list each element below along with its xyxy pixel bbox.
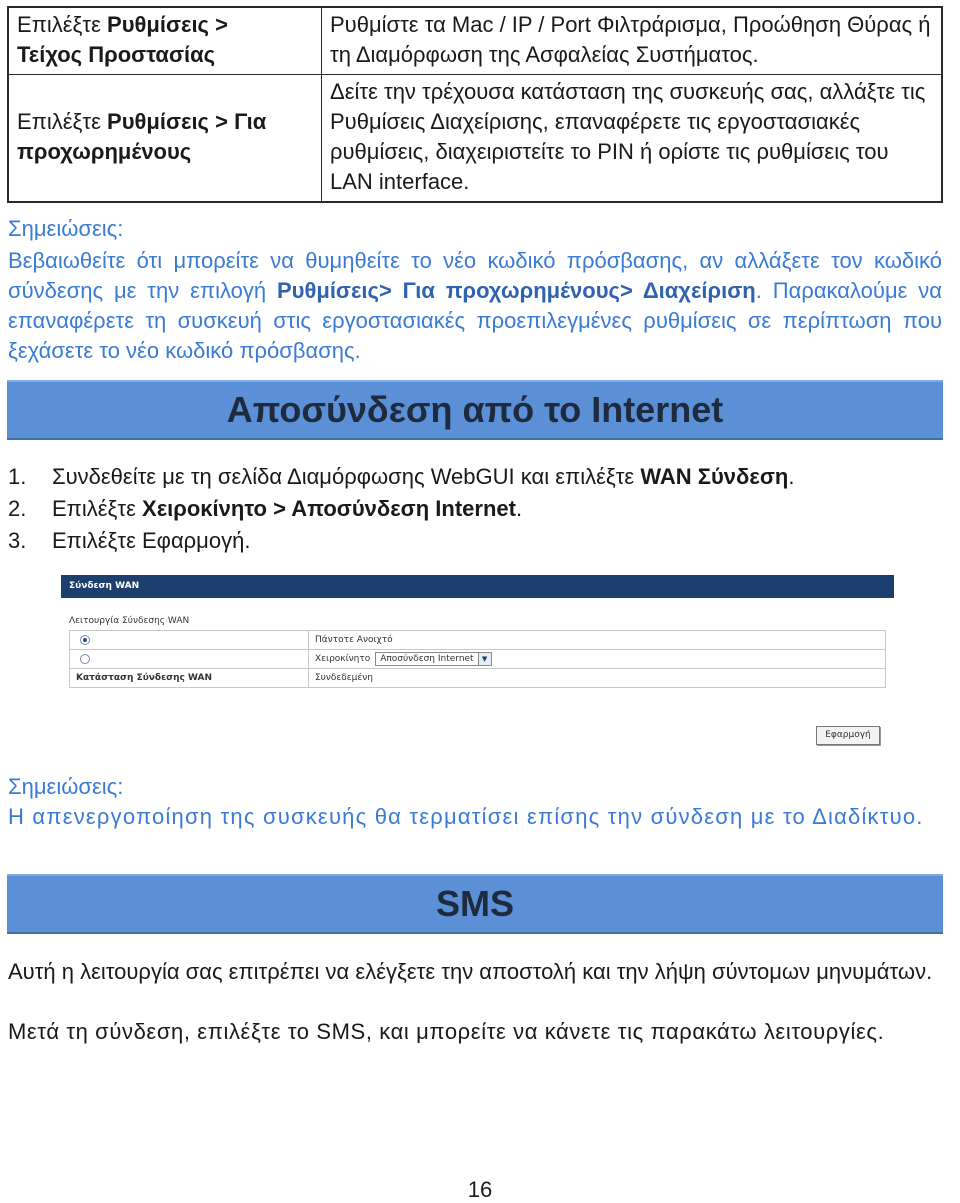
list-item [8,525,938,557]
dropdown-arrow-icon: ▼ [478,653,491,665]
label-bold: προχωρημένους [17,139,192,164]
option-always-on: Πάντοτε Ανοιχτό [309,631,886,650]
table-cell-desc: Ρυθμίστε τα Mac / IP / Port Φιλτράρισμα, Προώθηση Θύρας ή τη Διαμόρφωση της Ασφαλείας Συστήματος. [322,7,943,75]
section-banner: Αποσύνδεση από το Internet [7,380,943,440]
manual-select-value: Αποσύνδεση Internet [380,654,474,664]
wan-panel-header: Σύνδεση WAN [61,575,894,598]
label-bold: Τείχος Προστασίας [17,42,216,67]
step-text: . [788,464,795,489]
apply-button[interactable]: Εφαρμογή [816,726,880,745]
wan-connection-panel [61,575,894,750]
wan-mode-label: Λειτουργία Σύνδεσης WAN [69,616,190,626]
label-prefix: Επιλέξτε [17,109,108,134]
option-manual-label: Χειροκίνητο [315,654,371,664]
page-number: 16 [467,1177,493,1202]
wan-options-table [69,630,886,688]
step-text: . [515,496,523,521]
table-row [70,650,886,669]
step-text: Επιλέξτε [52,496,143,521]
step-text: Συνδεθείτε με τη σελίδα Διαμόρφωσης WebGUI και επιλέξτε [52,464,641,489]
note-bold-path: Ρυθμίσεις> Για προχωρημένους> Διαχείριση [276,278,756,303]
sms-description: Αυτή η λειτουργία σας επιτρέπει να ελέγξετε την αποστολή και την λήψη σύντομων μηνυμάτων. [8,959,933,984]
settings-table [7,6,943,203]
step-bold: Χειροκίνητο > Αποσύνδεση Internet [142,496,516,521]
table-cell-desc: Δείτε την τρέχουσα κατάσταση της συσκευής σας, αλλάξτε τις Ρυθμίσεις Διαχείρισης, επαναφέρετε τις εργοστασιακές ρυθμίσεις, διαχειριστείτε το PIN ή ορίστε τις ρυθμίσεις του LAN interface. [322,75,943,203]
step-number: 3. [8,528,27,553]
label-prefix: Επιλέξτε [17,12,108,37]
label-bold: Ρυθμίσεις > [107,12,228,37]
note-title: Σημειώσεις: [8,774,124,799]
radio-unselected-icon[interactable] [80,654,90,664]
table-cell-label [8,75,322,203]
table-cell-label [8,7,322,75]
step-bold: WAN Σύνδεση [640,464,789,489]
status-value: Συνδεδεμένη [309,669,886,688]
sms-instructions: Μετά τη σύνδεση, επιλέξτε το SMS, και μπορείτε να κάνετε τις παρακάτω λειτουργίες. [8,1019,885,1044]
note-text: . Παρακαλούμε να επαναφέρετε τη συσκευή στις εργοστασιακές προεπιλεγμένες ρυθμίσεις σε περίπτωση που ξεχάσετε το νέο κωδικό πρόσβασης. [8,278,943,363]
table-row [70,669,886,688]
note-title: Σημειώσεις: [8,216,124,241]
list-item [8,461,938,493]
label-bold: Ρυθμίσεις > Για [107,109,267,134]
note-text: Βεβαιωθείτε ότι μπορείτε να θυμηθείτε το νέο κωδικό πρόσβασης, αν αλλάξετε τον κωδικό σύνδεσης με την επιλογή [8,248,942,303]
radio-selected-icon[interactable] [80,635,90,645]
table-row [8,75,942,203]
table-row [70,631,886,650]
note-body: Η απενεργοποίηση της συσκευής θα τερματίσει επίσης την σύνδεση με το Διαδίκτυο. [8,804,924,829]
step-text: Επιλέξτε Εφαρμογή. [52,528,251,553]
section-banner: SMS [7,874,943,934]
manual-select[interactable] [375,652,491,666]
note-body [8,246,942,366]
step-number: 2. [8,496,27,521]
step-number: 1. [8,464,27,489]
list-item [8,493,938,525]
steps-list [8,461,938,557]
status-label: Κατάσταση Σύνδεσης WAN [70,669,309,688]
table-row [8,7,942,75]
